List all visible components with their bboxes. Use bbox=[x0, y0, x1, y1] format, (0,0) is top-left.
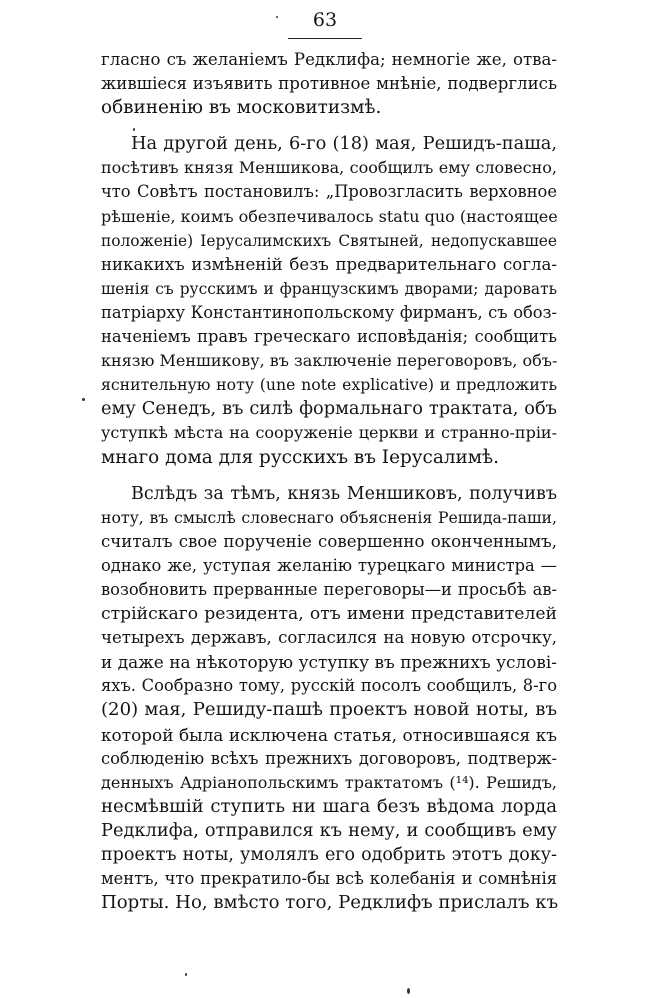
paragraph-first-line: На другой день, 6-го (18) мая, Решидъ-паша, bbox=[131, 133, 557, 155]
text-line: ментъ, что прекратило-бы всѣ колебанія и сомнѣнія bbox=[101, 869, 557, 889]
body-text bbox=[101, 48, 557, 915]
text-line: жившіеся изъявить противное мнѣніе, подверглись bbox=[101, 74, 557, 94]
text-line: несмѣвшій ступить ни шага безъ вѣдома лорда bbox=[101, 795, 557, 817]
text-line: Редклифа, отправился къ нему, и сообщивъ ему bbox=[101, 819, 557, 841]
text-line: денныхъ Адріанопольскимъ трактатомъ (¹⁴). Решидъ, bbox=[101, 772, 557, 792]
text-line: ему Сенедъ, въ силѣ формальнаго трактата, объ bbox=[101, 398, 557, 420]
text-line: обвиненію въ московитизмѣ. bbox=[101, 97, 382, 119]
text-line: считалъ свое порученіе совершенно оконченнымъ, bbox=[101, 531, 557, 551]
print-speck bbox=[407, 988, 410, 994]
text-line: посѣтивъ князя Меншикова, сообщилъ ему словесно, bbox=[101, 158, 557, 178]
text-line: рѣшеніе, коимъ обезпечивалось statu quo (настоящее bbox=[101, 206, 558, 226]
text-line: ноту, въ смыслѣ словеснаго объясненія Решида-паши, bbox=[101, 507, 557, 527]
text-line: и даже на нѣкоторую уступку въ прежнихъ услові- bbox=[101, 652, 557, 673]
text-line: наченіемъ правъ греческаго исповѣданія; сообщить bbox=[101, 327, 557, 347]
print-speck bbox=[133, 128, 135, 131]
text-line: стрійскаго резидента, отъ имени представителей bbox=[101, 604, 557, 625]
print-speck bbox=[276, 16, 278, 18]
text-line: уступкѣ мѣста на сооруженіе церкви и странно-пріи- bbox=[101, 423, 557, 443]
text-line: (20) мая, Решиду-пашѣ проектъ новой ноты, въ bbox=[101, 699, 557, 721]
text-line: гласно съ желаніемъ Редклифа; немногіе же, отва- bbox=[101, 50, 557, 69]
paragraph-first-line: Вслѣдъ за тѣмъ, князь Меншиковъ, получивъ bbox=[131, 483, 557, 504]
text-line: что Совѣтъ постановилъ: „Провозгласить верховное bbox=[101, 182, 557, 202]
page-number: 63 bbox=[312, 9, 338, 31]
text-line: Порты. Но, вмѣсто того, Редклифъ прислалъ къ bbox=[101, 892, 559, 914]
text-line: никакихъ измѣненій безъ предварительнаго согла- bbox=[101, 254, 557, 274]
page-number-rule bbox=[288, 38, 362, 39]
text-line: однако же, уступая желанію турецкаго министра — bbox=[101, 555, 557, 575]
text-line: возобновить прерванные переговоры—и просьбѣ ав- bbox=[101, 579, 557, 599]
text-line: патріарху Константинопольскому фирманъ, съ обоз- bbox=[101, 302, 557, 322]
text-line: мнаго дома для русскихъ въ Іерусалимѣ. bbox=[101, 446, 499, 468]
text-line: которой была исключена статья, относившаяся къ bbox=[101, 724, 557, 745]
text-line: яхъ. Сообразно тому, русскій посолъ сообщилъ, 8-го bbox=[101, 676, 557, 696]
text-line: положеніе) Іерусалимскихъ Святыней, недопускавшее bbox=[101, 231, 557, 250]
text-line: четырехъ державъ, согласился на новую отсрочку, bbox=[101, 628, 557, 648]
text-line: шенія съ русскимъ и французскимъ дворами; даровать bbox=[101, 279, 557, 298]
text-line: яснительную ноту (une note explicative) и предложить bbox=[101, 375, 557, 395]
text-line: князю Меншикову, въ заключеніе переговоровъ, объ- bbox=[101, 351, 558, 371]
print-speck bbox=[82, 398, 85, 401]
print-speck bbox=[185, 973, 187, 976]
text-line: соблюденію всѣхъ прежнихъ договоровъ, подтверж- bbox=[101, 748, 557, 768]
text-line: проектъ ноты, умолялъ его одобрить этотъ доку- bbox=[101, 845, 557, 865]
